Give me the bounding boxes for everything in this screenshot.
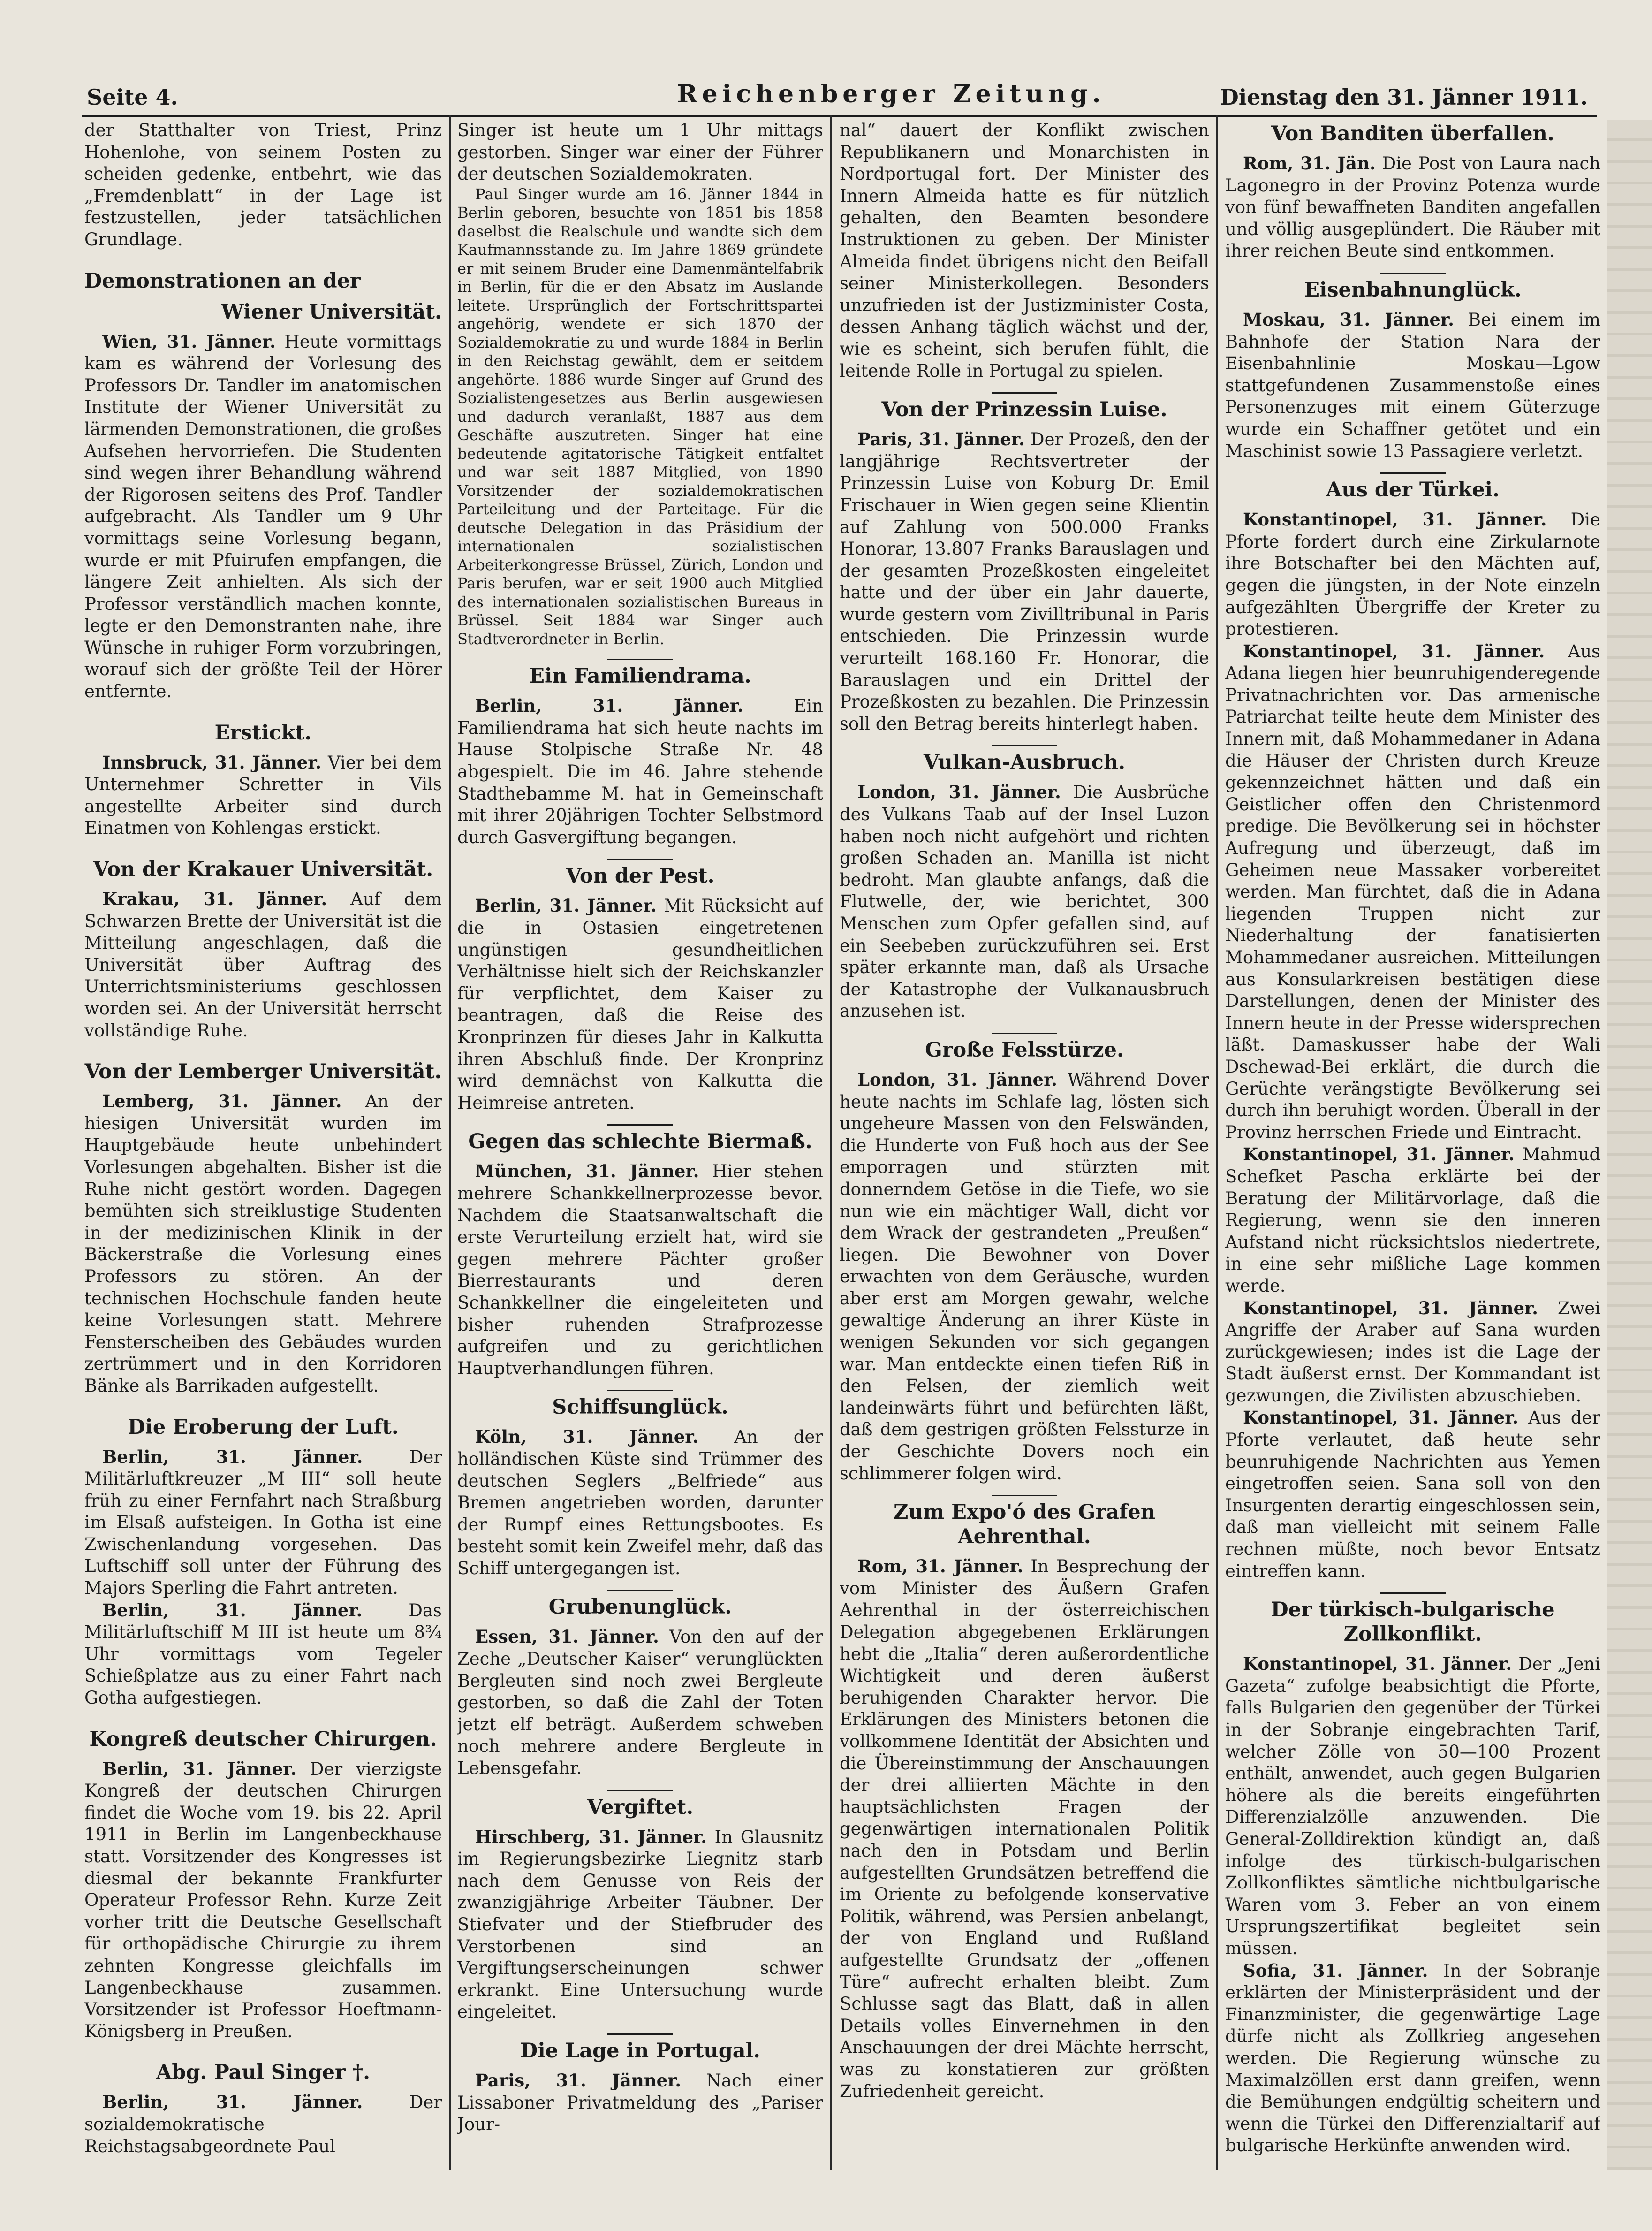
headline-prinzessin-luise: Von der Prinzessin Luise. (881, 398, 1167, 422)
article-text: In Glausnitz im Regierungsbezirke Liegnitz starb nach dem Genusse von Reis der zwanzigjährige Arbeiter Täubner. Der Stiefvater und der Stiefbruder des Verstorbenen sind an Vergiftungserscheinungen schwer erkrankt. Eine Untersuchung wurde eingeleitet. (457, 1827, 823, 2022)
dateline: München, 31. Jänner. (475, 1161, 699, 1182)
article-text: In der Sobranje erklärten der Ministerpräsident und der Finanzminister, die gegenwärtige Lage dürfe nicht als Zollkrieg angesehen werden. Die Regierung wünsche zu Maximalzöllen erst dann greifen, wenn die Bemühungen endgültig scheitern und wenn die Türkei den Differenzialtarif auf bulgarische Herkünfte anwenden wird. (1225, 1960, 1600, 2156)
article-separator (607, 2033, 673, 2035)
headline-erstickt: Erstickt. (214, 721, 312, 745)
article-text: Der vierzigste Kongreß der deutschen Chirurgen findet die Woche vom 19. bis 22. April 1911 in Berlin im Langenbeckhause statt. Vorsitzender des Kongresses ist diesmal der bekannte Frankfurter Operateur Professor Rehn. Kurze Zeit vorher tritt die Deutsche Gesellschaft für orthopädische Chirurgie zu ihrem zehnten Kongresse gleichfalls im Langenbeckhause zusammen. Vorsitzender ist Professor Hoeftmann-Königsberg in Preußen. (84, 1759, 442, 2041)
dateline: Konstantinopel, 31. Jänner. (1243, 1407, 1519, 1428)
headline-lemberg: Von der Lemberger Universität. (84, 1060, 442, 1084)
dateline: Berlin, 31. Jänner. (102, 2092, 363, 2113)
headline-luft: Die Eroberung der Luft. (128, 1415, 399, 1439)
dateline: Berlin, 31. Jänner. (475, 895, 657, 916)
column-1 (84, 120, 442, 2170)
article-separator (992, 1495, 1057, 1496)
dateline: Rom, 31. Jän. (1243, 153, 1376, 174)
headline-demonstrationen-2: Wiener Universität. (221, 300, 442, 324)
article-text: Bei einem im Bahnhofe der Station Nara der Eisenbahnlinie Moskau—Lgow stattgefundenen Zusammenstoße eines Personenzuges mit einem Güterzuge wurde ein Schaffner getötet und ein Maschinist sowie 13 Passagiere verletzt. (1225, 309, 1600, 461)
headline-vulkan: Vulkan-Ausbruch. (923, 751, 1126, 775)
article-separator (992, 1033, 1057, 1034)
dateline: Lemberg, 31. Jänner. (102, 1091, 342, 1112)
header-rule (82, 115, 1597, 117)
dateline: Berlin, 31. Jänner. (102, 1758, 297, 1779)
article-text: Auf dem Schwarzen Brette der Universität ist die Mitteilung angeschlagen, daß die Universität über Auftrag des Unterrichtsministeriums geschlossen worden sei. An der Universität herrscht vollständige Ruhe. (84, 889, 442, 1041)
column-4 (1225, 120, 1600, 2170)
column-2 (457, 120, 823, 2170)
headline-familiendrama: Ein Familiendrama. (529, 664, 751, 688)
article-separator (607, 1790, 673, 1791)
column-divider (830, 115, 832, 2170)
article-text: Der Prozeß, den der langjährige Rechtsvertreter der Prinzessin Luise von Koburg Dr. Emil Frischauer in Wien gegen seine Klientin auf Zahlung von 500.000 Franks Honorar, 13.807 Franks Barauslagen und der gesamten Prozeßkosten eingeleitet hatte und der über ein Jahr dauerte, wurde gestern vom Zivilltribunal in Paris entschieden. Die Prinzessin wurde verurteilt 168.160 Fr. Honorar, die Barauslagen und ein Drittel der Prozeßkosten zu bezahlen. Die Prinzessin soll den Betrag bereits hinterlegt haben. (840, 429, 1209, 734)
article-text: Der „Jeni Gazeta“ zufolge beabsichtigt die Pforte, falls Bulgarien den gegenüber der Türkei in der Sobranje eingebrachten Tarif, welcher Zölle von 50—100 Prozent enthält, anwendet, auch gegen Bulgarien höhere als die bereits eingeführten Differenzialzölle anzuwenden. Die General-Zolldirektion kündigt an, daß infolge des türkisch-bulgarischen Zollkonfliktes sämtliche nichtbulgarische Waren vom 3. Feber an von einem Ursprungszertifikat begleitet sein müssen. (1225, 1654, 1600, 1958)
dateline: Krakau, 31. Jänner. (102, 889, 327, 910)
dateline: Berlin, 31. Jänner. (102, 1446, 363, 1467)
adjacent-page-edge (1607, 120, 1652, 2170)
dateline: Paris, 31. Jänner. (857, 429, 1025, 450)
article-text: Aus Adana liegen hier beunruhigenderegende Privatnachrichten vor. Das armenische Patriarchat teilte heute dem Minister des Innern mit, daß Mohammedaner in Adana die Häuser der Christen durch Kreuze gekennzeichnet hätten und daß ein Geistlicher offen den Christenmord predige. Die Bevölkerung sei in höchster Aufregung und überzeugt, daß im Geheimen neue Massaker vorbereitet werden. Man fürchtet, daß die in Adana liegenden Truppen nicht zur Niederhaltung der fanatisierten Mohammedaner ausreichen. Mitteilungen aus Konsularkreisen bestätigen diese Darstellungen, denen der Minister des Innern heute in der Presse widersprechen läßt. Damaskusser habe der Wali Dschewad-Bei erklärt, die durch die Gerüchte verängstigte Bevölkerung sei durch ihn beruhigt worden. Überall in der Provinz herrschen Friede und Eintracht. (1225, 641, 1600, 1142)
article-text: An der holländischen Küste sind Trümmer des deutschen Seglers „Belfriede“ aus Bremen angetrieben worden, darunter der Rumpf eines Rettungsbootes. Es besteht somit kein Zweifel mehr, daß das Schiff untergegangen ist. (457, 1427, 823, 1578)
headline-vergiftet: Vergiftet. (587, 1795, 694, 1819)
article-continuation: nal“ dauert der Konflikt zwischen Republikanern und Monarchisten in Nordportugal fort. Der Minister des Innern Almeida hatte es für nützlich gehalten, den Beamten besondere Instruktionen zu geben. Der Minister Almeida findet übrigens nicht den Beifall seiner Ministerkollegen. Besonders unzufrieden ist der Justizminister Costa, dessen Anhang täglich wächst und der, wie es scheint, sich berufen fühlt, die leitende Rolle in Portugal zu spielen. (840, 120, 1209, 381)
article-text: Von den auf der Zeche „Deutscher Kaiser“ verunglückten Bergleuten sind noch zwei Bergleute gestorben, so daß die Zahl der Toten jetzt elf beträgt. Außerdem schweben noch mehrere andere Bergleute in Lebensgefahr. (457, 1627, 823, 1779)
page-header (82, 80, 1597, 117)
article-text: Der Militärluftkreuzer „M III“ soll heute früh zu einer Fernfahrt nach Straßburg im Elsaß aufsteigen. In Gotha ist eine Zwischenlandung vorgesehen. Das Luftschiff soll unter der Führung des Majors Sperling die Fahrt antreten. (84, 1447, 442, 1599)
article-text: Vier bei dem Unternehmer Schretter in Vils angestellte Arbeiter sind durch Einatmen von Kohlengas erstickt. (84, 752, 442, 838)
article-text: Während Dover heute nachts im Schlafe lag, lösten sich ungeheure Massen von den Felswänden, die Hunderte von Fuß hoch aus der See emporragen und stürzten mit donnerndem Getöse in die Tiefe, wo sie nun wie ein mächtiger Wall, dicht vor dem Wrack der gestrandeten „Preußen“ liegen. Die Bewohner von Dover erwachten von dem Geräusche, wurden aber erst am Morgen gewahr, welche gewaltige Änderung an ihrer Küste in wenigen Sekunden vor sich gegangen war. Man entdeckte einen tiefen Riß in den Felsen, der ziemlich weit landeinwärts führt und befürchten läßt, daß dem gestrigen größten Felssturze in der Geschichte Dovers noch ein schlimmerer folgen wird. (840, 1069, 1209, 1484)
article-separator (607, 1390, 673, 1391)
biography-text: Paul Singer wurde am 16. Jänner 1844 in Berlin geboren, besuchte von 1851 bis 1858 daselbst die Realschule und wandte sich dem Kaufmannsstande zu. Im Jahre 1869 gründete er mit seinem Bruder eine Damenmäntelfabrik in Berlin, für die er den Absatz im Auslande leitete. Ursprünglich der Fortschrittspartei angehörig, wendete er sich 1870 der Sozialdemokratie zu und wurde 1884 in Berlin in den Reichstag gewählt, dem er seitdem angehörte. 1886 wurde Singer auf Grund des Sozialistengesetzes aus Berlin ausgewiesen und dadurch veranlaßt, 1887 aus dem Geschäfte auszutreten. Singer hat eine bedeutende agitatorische Tätigkeit entfaltet und war seit 1887 Mitglied, von 1890 Vorsitzender der sozialdemokratischen Parteileitung und der Parteitage. Für die deutsche Delegation in das Präsidium der internationalen sozialistischen Arbeiterkongresse Brüssel, Zürich, London und Paris berufen, war er seit 1900 auch Mitglied des internationalen sozialistischen Bureaus in Brüssel. Seit 1884 war Singer auch Stadtverordneter in Berlin. (457, 185, 823, 648)
article-text: Die Ausbrüche des Vulkans Taab auf der Insel Luzon haben noch nicht aufgehört und richten großen Schaden an. Manilla ist nicht bedroht. Man glaubte anfangs, daß die Flutwelle, der, wie berichtet, 300 Menschen zum Opfer gefallen sind, auf ein Seebeben zurückzuführen sei. Erst später erkannte man, daß als Ursache der Katastrophe der Vulkanausbruch anzusehen ist. (840, 782, 1209, 1021)
dateline: Rom, 31. Jänner. (857, 1556, 1023, 1577)
page-number: Seite 4. (87, 84, 178, 110)
article-text: Der sozialdemokratische Reichstagsabgeordnete Paul (84, 2092, 442, 2156)
dateline: Konstantinopel, 31. Jänner. (1243, 1653, 1512, 1675)
article-text: Ein Familiendrama hat sich heute nachts im Hause Stolpische Straße Nr. 48 abgespielt. Die im 46. Jahre stehende Stadthebamme M. hat in Gemeinschaft mit ihrer 20jährigen Tochter Selbstmord durch Gasvergiftung begangen. (457, 696, 823, 847)
article-text: Hier stehen mehrere Schankkellnerprozesse bevor. Nachdem die Staatsanwaltschaft die erste Verurteilung erzielt hat, wird sie gegen mehrere Pächter großer Bierrestaurants und deren Schankkellner die eingeleiteten und bisher ruhenden Strafprozesse aufgreifen und zu gerichtlichen Hauptverhandlungen führen. (457, 1161, 823, 1378)
article-text: An der hiesigen Universität wurden im Hauptgebäude heute unbehindert Vorlesungen abgehalten. Bisher ist die Ruhe nicht gestört worden. Dagegen bemühten sich streiklustige Studenten in der medizinischen Klinik in der Bäckerstraße die Vorlesung eines Professors zu stören. An der technischen Hochschule fanden heute keine Vorlesungen statt. Mehrere Fensterscheiben des Gebäudes wurden zertrümmert und in den Korridoren Bänke als Barrikaden aufgestellt. (84, 1091, 442, 1396)
headline-grubenunglueck: Grubenunglück. (548, 1595, 732, 1619)
dateline: Konstantinopel, 31. Jänner. (1243, 509, 1547, 530)
headline-pest: Von der Pest. (566, 864, 715, 888)
article-separator (992, 745, 1057, 746)
headline-krakau: Von der Krakauer Universität. (93, 858, 433, 882)
headline-expose: Zum Expo'ó des Grafen Aehrenthal. (893, 1500, 1156, 1549)
article-separator (1380, 1592, 1446, 1594)
dateline: Berlin, 31. Jänner. (102, 1599, 363, 1621)
article-separator (992, 392, 1057, 394)
headline-zollkonflikt: Der türkisch-bulgarische Zollkonflikt. (1271, 1598, 1555, 1646)
dateline: Berlin, 31. Jänner. (475, 695, 743, 716)
headline-tuerkei: Aus der Türkei. (1326, 478, 1500, 502)
dateline: Konstantinopel, 31. Jänner. (1243, 640, 1545, 662)
article-text: Das Militärluftschiff M III ist heute um 8¾ Uhr vormittags vom Tegeler Schießplatze aus zu einer Fahrt nach Gotha aufgestiegen. (84, 1600, 442, 1708)
article-separator (1380, 273, 1446, 274)
column-3 (840, 120, 1209, 2170)
dateline: Konstantinopel, 31. Jänner. (1243, 1144, 1515, 1165)
headline-schiffsunglueck: Schiffsunglück. (552, 1395, 728, 1419)
headline-demonstrationen-1: Demonstrationen an der (84, 269, 361, 293)
dateline: Essen, 31. Jänner. (475, 1626, 659, 1647)
headline-singer: Abg. Paul Singer †. (156, 2061, 371, 2085)
dateline: Sofia, 31. Jänner. (1243, 1960, 1428, 1981)
article-text: Aus der Pforte verlautet, daß heute sehr beunruhigende Nachrichten aus Yemen eingetroffen seien. Sana soll von den Insurgenten derartig eingeschlossen sein, daß man vielleicht mit seinem Falle rechnen müßte, noch bevor Entsatz eintreffen kann. (1225, 1408, 1600, 1581)
dateline: Konstantinopel, 31. Jänner. (1243, 1297, 1538, 1318)
article-continuation: Singer ist heute um 1 Uhr mittags gestorben. Singer war einer der Führer der deutschen Sozialdemokraten. (457, 120, 823, 184)
headline-portugal: Die Lage in Portugal. (520, 2039, 760, 2063)
article-text: Nach einer Lissaboner Privatmeldung des „Pariser Jour- (457, 2070, 823, 2135)
article-continuation: der Statthalter von Triest, Prinz Hohenlohe, von seinem Posten zu scheiden gedenke, entbehrt, wie das „Fremdenblatt“ in der Lage ist festzustellen, jeder tatsächlichen Grundlage. (84, 120, 442, 250)
headline-felsstuerze: Große Felsstürze. (925, 1038, 1124, 1062)
column-divider (449, 115, 451, 2170)
headline-eisenbahn: Eisenbahnunglück. (1304, 278, 1522, 302)
issue-date: Dienstag den 31. Jänner 1911. (1220, 84, 1588, 110)
article-text: Heute vormittags kam es während der Vorlesung des Professors Dr. Tandler im anatomischen Institute der Wiener Universität zu lärmenden Demonstrationen, die großes Aufsehen hervorriefen. Die Studenten sind wegen ihrer Behandlung während der Rigorosen seitens des Prof. Tandler aufgebracht. Als Tandler um 9 Uhr vormittags seine Vorlesung begann, wurde er mit Pfuirufen empfangen, die längere Zeit anhielten. Als sich der Professor verständlich machen konnte, legte er den Demonstranten nahe, ihre Wünsche in ruhiger Form vorzubringen, worauf sich der größte Teil der Hörer entfernte. (84, 331, 442, 702)
article-text: In Besprechung der vom Minister des Äußern Grafen Aehrenthal in der österreichischen Delegation abgegebenen Erklärungen hebt die „Italia“ deren außerordentliche Wichtigkeit und deren äußerst beruhigenden Charakter hervor. Die Erklärungen des Ministers betonen die vollkommene Identität der Absichten und die Übereinstimmung der Anschauungen der drei alliierten Mächte in den hauptsächlichsten Fragen der gegenwärtigen internationalen Politik nach den in Potsdam und Berlin aufgestellten Grundsätzen betreffend die im Oriente zu befolgende konservative Politik, während, was Persien anbelangt, der von England und Rußland aufgestellte Grundsatz der „offenen Türe“ aufrecht erhalten bleibt. Zum Schlusse sagt das Blatt, daß in allen Details volles Einvernehmen in den Anschauungen der drei Mächte herrscht, was zu konstatieren zur größten Zufriedenheit gereicht. (840, 1556, 1209, 2102)
column-divider (1216, 115, 1218, 2170)
article-separator (607, 1124, 673, 1126)
dateline: London, 31. Jänner. (857, 782, 1061, 803)
article-separator (607, 1590, 673, 1591)
headline-kongress: Kongreß deutscher Chirurgen. (89, 1727, 437, 1751)
article-text: Mit Rücksicht auf die in Ostasien eingetretenen ungünstigen gesundheitlichen Verhältnisse hielt sich der Reichskanzler für verpflichtet, dem Kaiser zu beantragen, daß die Reise des Kronprinzen für dieses Jahr in Kalkutta ihren Abschluß finde. Der Kronprinz wird demnächst von Kalkutta die Heimreise antreten. (457, 896, 823, 1113)
article-text: Die Pforte fordert durch eine Zirkularnote ihre Botschafter bei den Mächten auf, gegen die jüngsten, in der Note einzeln aufgezählten Übergriffe der Kreter zu protestieren. (1225, 510, 1600, 640)
article-separator (607, 859, 673, 860)
newspaper-title: Reichenberger Zeitung. (677, 80, 1106, 108)
headline-biermass: Gegen das schlechte Biermaß. (468, 1130, 812, 1154)
article-text: Die Post von Laura nach Lagonegro in der Provinz Potenza wurde von fünf bewaffneten Banditen angefallen und völlig ausgeplündert. Die Räuber mit ihrer reichen Beute sind entkommen. (1225, 153, 1600, 261)
dateline: Moskau, 31. Jänner. (1243, 309, 1455, 330)
article-separator (607, 659, 673, 660)
article-text: Mahmud Schefket Pascha erklärte bei der Beratung der Militärvorlage, daß die Regierung, wenn sie den inneren Aufstand nicht rücksichtslos niedertrete, in eine sehr mißliche Lage kommen werde. (1225, 1144, 1600, 1296)
article-separator (1380, 472, 1446, 474)
dateline: Wien, 31. Jänner. (102, 331, 276, 352)
dateline: Paris, 31. Jänner. (475, 2070, 682, 2091)
dateline: Innsbruck, 31. Jänner. (102, 752, 322, 773)
dateline: Hirschberg, 31. Jänner. (475, 1826, 707, 1847)
headline-banditen: Von Banditen überfallen. (1271, 122, 1554, 145)
article-text: Zwei Angriffe der Araber auf Sana wurden zurückgewiesen; indes ist die Lage der Stadt äußerst ernst. Der Kommandant ist gezwungen, die Zivilisten abzuschieben. (1225, 1298, 1600, 1406)
dateline: London, 31. Jänner. (857, 1069, 1058, 1090)
dateline: Köln, 31. Jänner. (475, 1426, 699, 1447)
